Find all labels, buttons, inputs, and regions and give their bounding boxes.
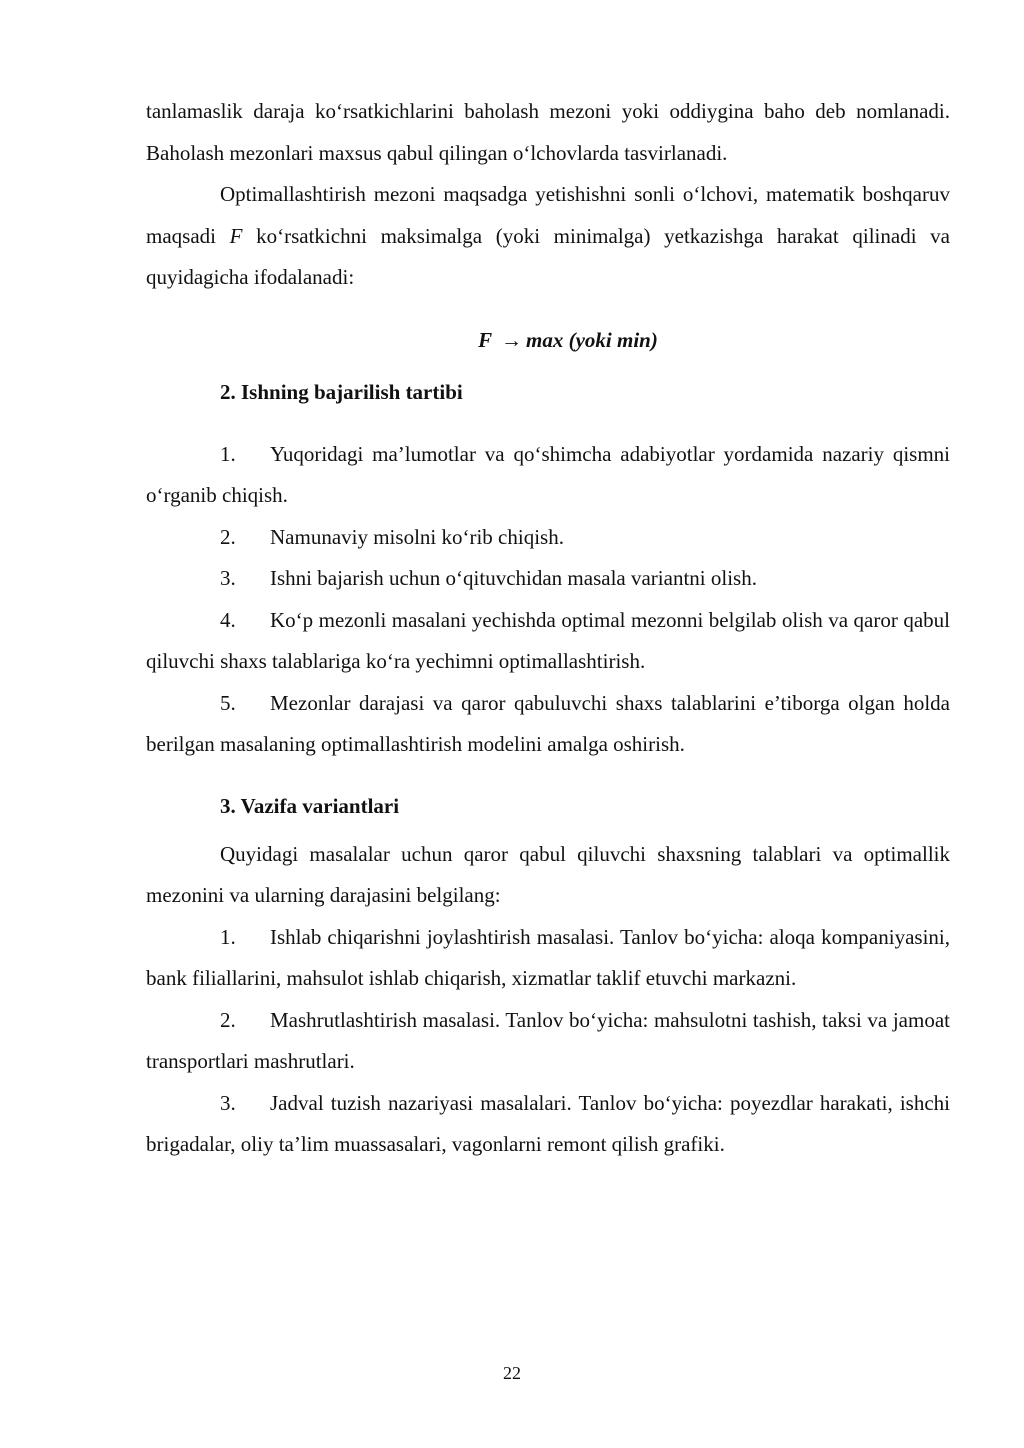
formula-variable: F <box>478 327 492 352</box>
list-item <box>146 917 950 1000</box>
page-content <box>146 91 950 1166</box>
formula-expression: max (yoki min) <box>526 327 658 352</box>
list-item <box>146 600 950 683</box>
list-item-number: 5. <box>220 690 236 715</box>
list-item <box>146 683 950 766</box>
paragraph-optimization-criterion <box>146 174 950 299</box>
paragraph-text-part: Optimallashtirish mezoni maqsadga yetishishni sonli o‘lchovi, matematik boshqaruv maqsadi <box>146 182 950 248</box>
paragraph-text-part: ko‘rsatkichni maksimalga (yoki minimalga) yetkazishga harakat qilinadi va quyidagicha ifodalanadi: <box>146 223 950 289</box>
list-item-number: 1. <box>220 924 236 949</box>
paragraph-continuation: tanlamaslik daraja ko‘rsatkichlarini baholash mezoni yoki oddiygina baho deb nomlanadi. Baholash mezonlari maxsus qabul qilingan o‘lchovlarda tasvirlanadi. <box>146 99 950 165</box>
list-item-text: Ishni bajarish uchun o‘qituvchidan masala variantni olish. <box>270 566 757 590</box>
list-item-text: Namunaviy misolni ko‘rib chiqish. <box>270 524 564 549</box>
list-item-text: Ko‘p mezonli masalani yechishda optimal mezonni belgilab olish va qaror qabul qiluvchi shaxs talablariga ko‘ra yechimni optimallashtirish. <box>146 607 950 673</box>
list-item-text: Yuqoridagi ma’lumotlar va qo‘shimcha adabiyotlar yordamida nazariy qismni o‘rganib chiqish. <box>146 441 950 507</box>
list-item-number: 4. <box>220 607 236 632</box>
page-number: 22 <box>503 1363 521 1383</box>
list-item-number: 3. <box>220 566 236 590</box>
list-item-number: 1. <box>220 441 236 466</box>
right-arrow-icon: → <box>501 327 523 352</box>
list-item-text: Jadval tuzish nazariyasi masalalari. Tanlov bo‘yicha: poyezdlar harakati, ishchi brigadalar, oliy ta’lim muassasalari, vagonlarni remont qilish grafiki. <box>146 1090 950 1156</box>
list-item-number: 3. <box>220 1090 236 1115</box>
list-item <box>146 517 950 559</box>
list-item-number: 2. <box>220 1007 236 1032</box>
section-heading-variants: 3. Vazifa variantlari <box>220 793 400 818</box>
formula <box>146 320 950 360</box>
list-item <box>146 434 950 517</box>
list-item-text: Mezonlar darajasi va qaror qabuluvchi shaxs talablarini e’tiborga olgan holda berilgan masalaning optimallashtirish modelini amalga oshirish. <box>146 690 950 756</box>
list-item <box>146 558 950 600</box>
list-item-text: Mashrutlashtirish masalasi. Tanlov bo‘yicha: mahsulotni tashish, taksi va jamoat transportlari mashrutlari. <box>146 1007 950 1073</box>
list-item <box>146 1083 950 1166</box>
list-item <box>146 1000 950 1083</box>
variable-f: F <box>229 223 243 248</box>
paragraph-variants-intro: Quyidagi masalalar uchun qaror qabul qiluvchi shaxsning talablari va optimallik mezonini va ularning darajasini belgilang: <box>146 841 950 907</box>
list-item-number: 2. <box>220 524 236 549</box>
section-heading-procedure: 2. Ishning bajarilish tartibi <box>220 379 463 404</box>
list-item-text: Ishlab chiqarishni joylashtirish masalasi. Tanlov bo‘yicha: aloqa kompaniyasini, bank filiallarini, mahsulot ishlab chiqarish, xizmatlar taklif etuvchi markazni. <box>146 924 950 990</box>
